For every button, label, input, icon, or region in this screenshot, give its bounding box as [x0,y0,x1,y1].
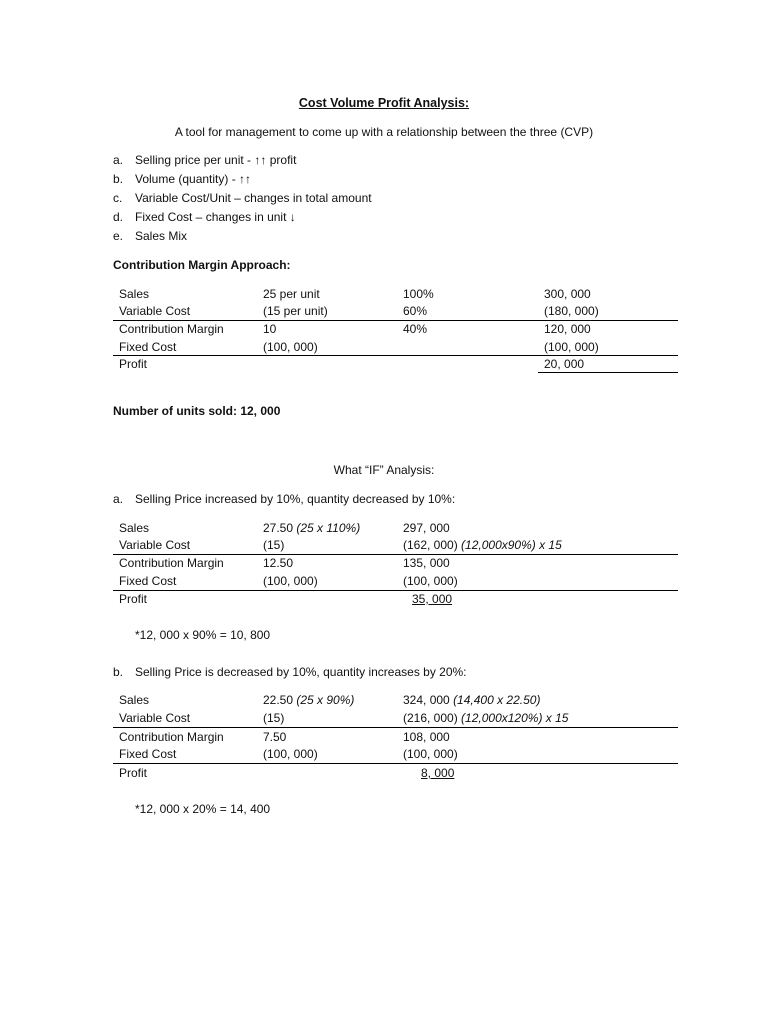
list-item [113,190,372,206]
a-variable-total: (162, 000) (12,000x90%) x 15 [403,538,562,552]
a-variable-label: Variable Cost [119,538,191,552]
cm-sales-unit: 25 per unit [263,287,320,301]
a-cm-unit: 12.50 [263,556,294,570]
b-fixed-total: (100, 000) [403,747,458,761]
scenario-b-text: Selling Price is decreased by 10%, quantity increases by 20%: [135,665,467,679]
a-sales-unit: 27.50 (25 x 110%) [263,521,361,535]
list-item-label: c. [113,191,123,205]
a-variable-unit: (15) [263,538,285,552]
b-variable-label: Variable Cost [119,711,191,725]
list-item-text: Fixed Cost – changes in unit ↓ [135,210,296,224]
list-item-text: Sales Mix [135,229,188,243]
b-profit-total: 8, 000 [421,766,455,780]
cm-profit-label: Profit [119,357,148,371]
table-divider [113,355,678,356]
b-cm-unit: 7.50 [263,730,287,744]
cm-cm-label: Contribution Margin [119,322,224,336]
list-item-label: e. [113,229,124,243]
list-item [113,228,187,244]
scenario-a-label: a. [113,492,124,506]
a-cm-total: 135, 000 [403,556,450,570]
b-variable-unit: (15) [263,711,285,725]
cm-fixed-unit: (100, 000) [263,340,318,354]
cm-sales-pct: 100% [403,287,434,301]
b-cm-label: Contribution Margin [119,730,224,744]
list-item [113,171,251,187]
b-fixed-label: Fixed Cost [119,747,177,761]
list-item-label: b. [113,172,124,186]
scenario-b-label: b. [113,665,124,679]
cm-variable-label: Variable Cost [119,304,191,318]
cm-variable-unit: (15 per unit) [263,304,328,318]
b-sales-total: 324, 000 (14,400 x 22.50) [403,693,541,707]
scenario-b-heading [113,664,467,680]
cm-variable-total: (180, 000) [544,304,599,318]
list-item-text: Volume (quantity) - ↑↑ [135,172,252,186]
list-item-text: Variable Cost/Unit – changes in total amount [135,191,372,205]
cm-cm-total: 120, 000 [544,322,591,336]
a-sales-label: Sales [119,521,150,535]
table-divider [113,727,678,728]
table-divider [538,372,678,373]
scenario-a-heading [113,491,455,507]
cm-cm-unit: 10 [263,322,277,336]
scenario-a-note: *12, 000 x 90% = 10, 800 [135,628,271,642]
a-sales-total: 297, 000 [403,521,450,535]
b-cm-total: 108, 000 [403,730,450,744]
a-fixed-total: (100, 000) [403,574,458,588]
cm-profit-total: 20, 000 [544,357,585,371]
scenario-b-note: *12, 000 x 20% = 14, 400 [135,802,271,816]
table-divider [113,590,678,591]
cm-fixed-total: (100, 000) [544,340,599,354]
list-item-text: Selling price per unit - ↑↑ profit [135,153,297,167]
a-cm-label: Contribution Margin [119,556,224,570]
cm-heading: Contribution Margin Approach: [113,258,291,272]
a-fixed-label: Fixed Cost [119,574,177,588]
list-item-label: a. [113,153,124,167]
page-subtitle: A tool for management to come up with a relationship between the three (CVP) [174,125,594,139]
scenario-a-text: Selling Price increased by 10%, quantity decreased by 10%: [135,492,456,506]
list-item [113,152,296,168]
cm-sales-total: 300, 000 [544,287,591,301]
b-sales-label: Sales [119,693,150,707]
a-profit-total: 35, 000 [412,592,453,606]
page-title: Cost Volume Profit Analysis: [298,96,470,110]
cm-sales-label: Sales [119,287,150,301]
list-item-label: d. [113,210,124,224]
table-divider [113,763,678,764]
b-fixed-unit: (100, 000) [263,747,318,761]
b-sales-unit: 22.50 (25 x 90%) [263,693,355,707]
cm-fixed-label: Fixed Cost [119,340,177,354]
whatif-heading: What “IF” Analysis: [333,463,435,477]
a-profit-label: Profit [119,592,148,606]
units-sold: Number of units sold: 12, 000 [113,404,281,418]
b-variable-total: (216, 000) (12,000x120%) x 15 [403,711,569,725]
cm-variable-pct: 60% [403,304,428,318]
cm-cm-pct: 40% [403,322,428,336]
b-profit-label: Profit [119,766,148,780]
list-item [113,209,296,225]
a-fixed-unit: (100, 000) [263,574,318,588]
